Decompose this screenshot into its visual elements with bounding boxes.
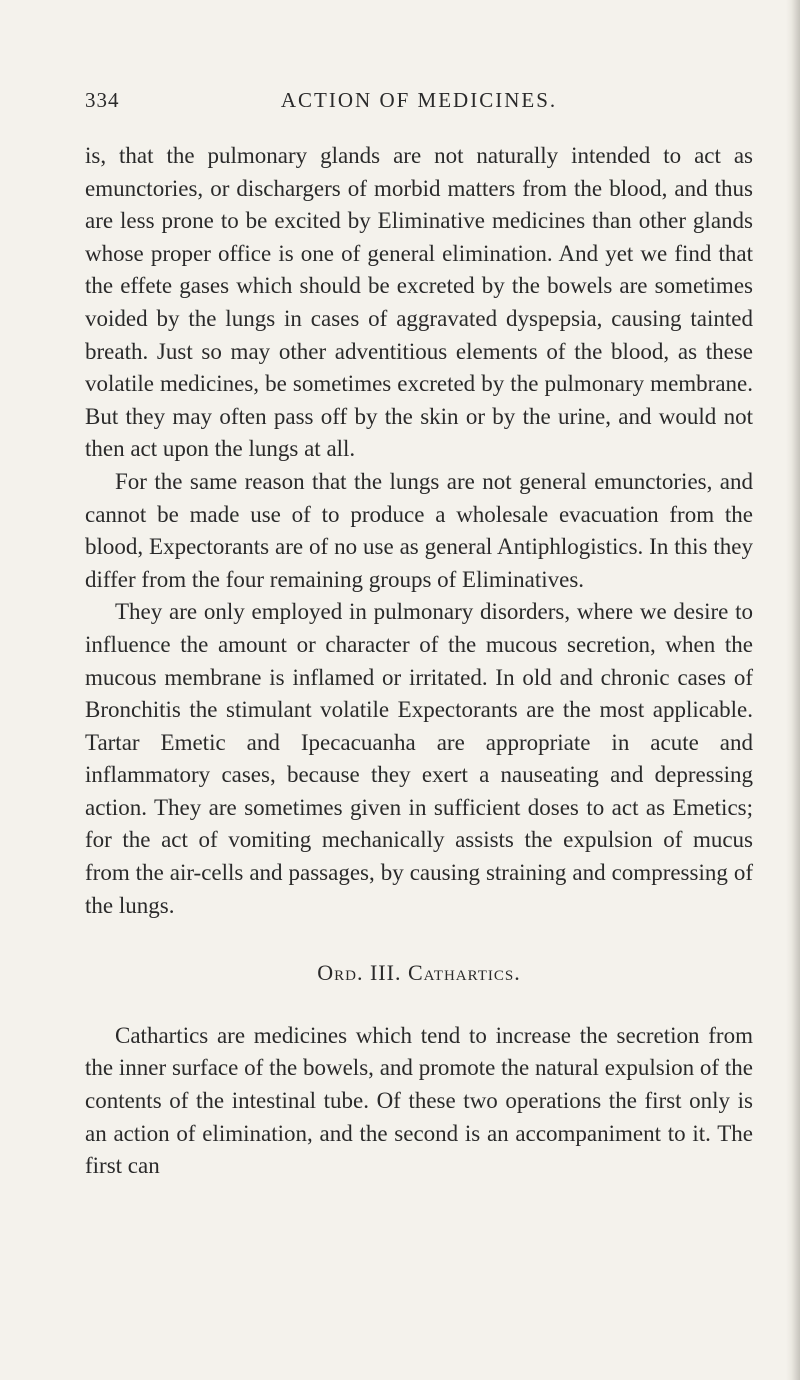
paragraph-1: is, that the pulmonary glands are not naturally intended to act as emunctories, or dischargers of morbid matters from the blood, and thus are less prone to be excited by Eliminative medicines than other glands whose proper office is one of general elimination. And yet we find that the effete gases which should be excreted by the bowels are sometimes voided by the lungs in cases of aggravated dyspepsia, causing tainted breath. Just so may other adventitious elements of the blood, as these volatile medicines, be sometimes excreted by the pulmonary membrane. But they may often pass off by the skin or by the urine, and would not then act upon the lungs at all.	[85, 143, 753, 462]
paragraph-2: For the same reason that the lungs are not general emunctories, and cannot be made use of to produce a wholesale evacuation from the blood, Expectorants are of no use as general Antiphlogistics. In this they differ from the four remaining groups of Eliminatives.	[85, 468, 753, 592]
running-header	[85, 88, 753, 118]
section-heading: Ord. III. Cathartics.	[317, 960, 521, 986]
page-edge-shadow	[786, 0, 800, 1380]
running-title: ACTION OF MEDICINES.	[280, 88, 558, 112]
page-number: 334	[85, 88, 120, 112]
paragraph-3: They are only employed in pulmonary disorders, where we desire to influence the amount or character of the mucous secretion, when the mucous membrane is inflamed or irritated. In old and chronic cases of Bronchitis the stimulant volatile Expectorants are the most applicable. Tartar Emetic and Ipecacuanha are appropriate in acute and inflammatory cases, because they exert a nauseating and depressing action. They are sometimes given in sufficient doses to act as Emetics; for the act of vomiting mechanically assists the expulsion of mucus from the air-cells and passages, by causing straining and compressing of the lungs.	[85, 599, 753, 918]
section-paragraph: Cathartics are medicines which tend to increase the secretion from the inner surface of the bowels, and promote the natural expulsion of the contents of the intestinal tube. Of these two operations the first only is an action of elimination, and the second is an accompaniment to it. The first can	[85, 1022, 753, 1179]
body-text	[85, 140, 753, 1183]
